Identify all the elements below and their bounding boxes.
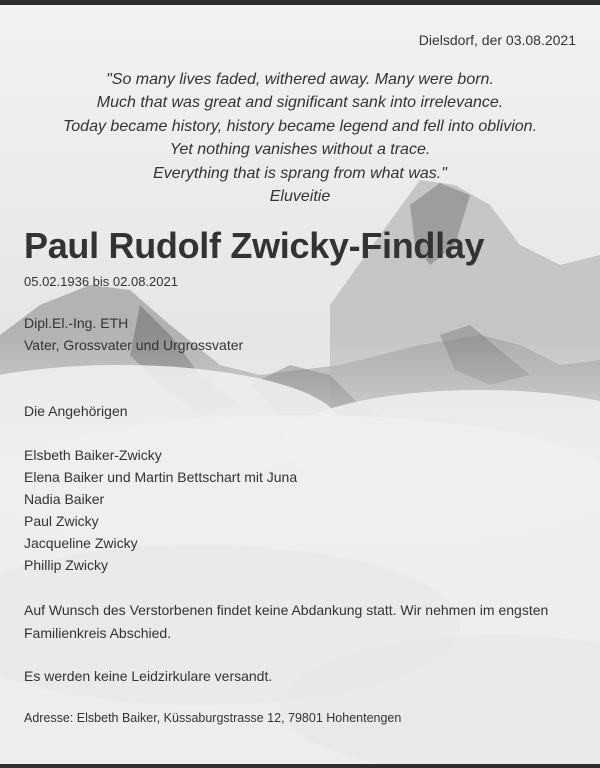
- relative-name: Paul Zwicky: [24, 513, 99, 529]
- relative-name: Elena Baiker und Martin Bettschart mit Juna: [24, 469, 298, 485]
- circulars-notice: Es werden keine Leidzirkulare versandt.: [24, 668, 273, 684]
- relatives-list: [24, 444, 297, 576]
- deceased-name: Paul Rudolf Zwicky-Findlay: [24, 225, 485, 266]
- quote-line: Much that was great and significant sank into irrelevance.: [96, 94, 504, 112]
- bottom-border: [0, 764, 600, 768]
- title-line: Vater, Grossvater und Urgrossvater: [24, 337, 244, 353]
- ceremony-notice-line: Familienkreis Abschied.: [24, 625, 172, 641]
- ceremony-notice: [24, 599, 584, 645]
- relatives-label: Die Angehörigen: [24, 403, 128, 419]
- life-dates: 05.02.1936 bis 02.08.2021: [24, 274, 178, 289]
- quote-line: Yet nothing vanishes without a trace.: [169, 141, 431, 159]
- relative-name: Nadia Baiker: [24, 491, 105, 507]
- quote-block: [0, 68, 600, 208]
- title-line: Dipl.El.-Ing. ETH: [24, 315, 129, 331]
- quote-line: Today became history, history became legend and fell into oblivion.: [62, 117, 538, 135]
- place-and-date: Dielsdorf, der 03.08.2021: [418, 32, 576, 48]
- quote-line: Everything that is sprang from what was.": [153, 164, 447, 182]
- relative-name: Elsbeth Baiker-Zwicky: [24, 447, 162, 463]
- deceased-titles: [24, 312, 243, 356]
- quote-line: "So many lives faded, withered away. Many were born.: [106, 71, 494, 88]
- contact-address: Adresse: Elsbeth Baiker, Küssaburgstrasse 12, 79801 Hohentengen: [24, 711, 402, 725]
- ceremony-notice-line: Auf Wunsch des Verstorbenen findet keine Abdankung statt. Wir nehmen im engsten: [24, 602, 549, 618]
- quote-author: Eluveitie: [269, 188, 331, 206]
- relative-name: Jacqueline Zwicky: [24, 535, 138, 551]
- obituary-notice: [0, 5, 600, 764]
- relative-name: Phillip Zwicky: [24, 557, 109, 573]
